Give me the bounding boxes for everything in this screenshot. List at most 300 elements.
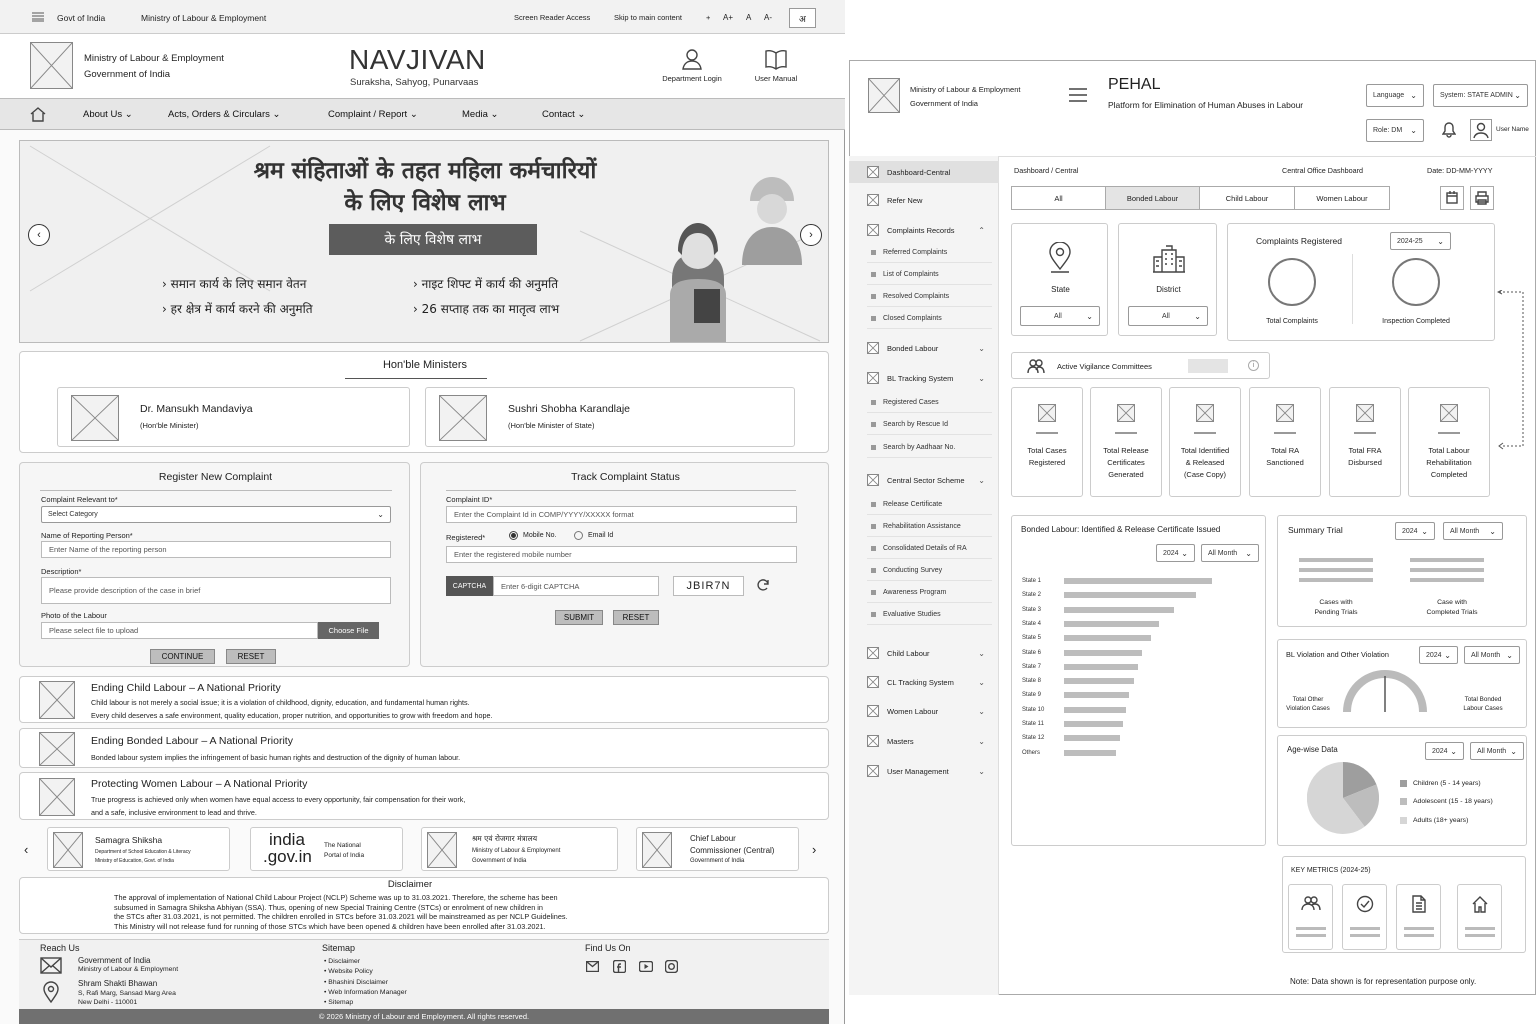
govt-link[interactable]: Govt of India: [57, 13, 106, 23]
kpi-total-cases: [1011, 387, 1083, 497]
emblem-icon: [31, 12, 45, 22]
sidebar-item-bl-tracking[interactable]: [849, 367, 999, 389]
bonded-month-select[interactable]: [1201, 544, 1259, 562]
description-textarea[interactable]: Please provide description of the case in brief: [41, 577, 391, 604]
email-radio[interactable]: [574, 531, 613, 540]
other-violation-label-1: Total Other: [1292, 696, 1324, 703]
partner-labour-ministry[interactable]: [421, 827, 618, 871]
ministers-section: [19, 351, 829, 453]
sidebar-label: Dashboard-Central: [887, 167, 951, 177]
bar-row: [1022, 590, 1196, 600]
skip-link[interactable]: Skip to main content: [614, 13, 682, 22]
site-tagline: Suraksha, Sahyog, Punarvaas: [350, 77, 479, 88]
child-labour-icon: [867, 647, 879, 659]
bar[interactable]: [1064, 735, 1120, 741]
sidebar-item-bonded-labour[interactable]: [849, 337, 999, 359]
kpi-value-placeholder: [1036, 432, 1058, 434]
tab-bonded-labour[interactable]: Bonded Labour: [1105, 186, 1200, 210]
tab-women-labour[interactable]: Women Labour: [1294, 186, 1390, 210]
sidebar: [849, 156, 999, 995]
sidebar-subitem-release-certificate[interactable]: [867, 494, 992, 515]
sidebar-sublabel: Search by Aadhaar No.: [883, 443, 956, 451]
category-label: Complaint Relevant to*: [41, 495, 118, 504]
user-management-icon: [867, 765, 879, 777]
kpi-icon: [1117, 404, 1135, 422]
ministers-heading: Hon'ble Ministers: [382, 359, 468, 371]
submit-button[interactable]: SUBMIT: [555, 610, 603, 625]
workers-illustration: [650, 165, 810, 343]
youtube-icon[interactable]: [639, 961, 653, 974]
ministry-link[interactable]: Ministry of Labour & Employment: [141, 13, 267, 23]
minister-1-photo: [71, 395, 119, 441]
divider: [1352, 254, 1353, 324]
description-label: Description*: [41, 567, 82, 576]
legend-label: Adults (18+ years): [1413, 817, 1469, 824]
violation-year-value: 2024: [1426, 651, 1442, 659]
instagram-icon[interactable]: [665, 960, 678, 975]
email-social-icon[interactable]: [586, 961, 599, 974]
disclaimer-line-1: The approval of implementation of National Child Labour Project (NCLP) Scheme was up to 31.03.2021. Therefore, the scheme has been: [114, 893, 558, 902]
book-icon: [764, 48, 788, 70]
banner-next-button[interactable]: ›: [800, 224, 822, 246]
nav-contact-label: Contact: [542, 109, 575, 120]
chevron-down-icon: ⌄: [1086, 311, 1093, 321]
sidebar-subitem-resolved-complaints[interactable]: [867, 286, 992, 307]
sidebar-item-child-labour[interactable]: [849, 642, 999, 664]
completed-bar: [1410, 568, 1484, 572]
disclaimer-line-4: This Ministry will not release fund for running of those STCs which have been opened & children have been enrolled after 31.03.2021.: [114, 921, 546, 931]
nav-contact[interactable]: Contact ⌄: [542, 109, 586, 120]
category-select[interactable]: [41, 506, 391, 523]
screen-reader-link[interactable]: Screen Reader Access: [514, 13, 591, 22]
bar[interactable]: [1064, 678, 1134, 684]
priority-3-title: Protecting Women Labour – A National Priority: [91, 778, 308, 790]
metric-document-card[interactable]: [1396, 884, 1441, 950]
chevron-down-icon: ⌄: [978, 648, 985, 658]
summary-trial-card: [1277, 515, 1527, 627]
role-select-value: Role: DM: [1373, 127, 1403, 134]
priority-2-line-1: Bonded labour system implies the infringement of basic human rights and destruction of the dignity of human labour.: [91, 753, 461, 762]
women-labour-icon: [867, 705, 879, 717]
mail-icon: [40, 957, 62, 976]
metric-placeholder-bar: [1296, 934, 1326, 937]
priority-card-1: [19, 676, 829, 723]
bar-label: State 7: [1022, 663, 1042, 670]
legend-swatch: [1400, 780, 1407, 787]
bar[interactable]: [1064, 635, 1151, 641]
captcha-code: JBIR7N: [673, 576, 744, 596]
chevron-down-icon: ⌄: [978, 677, 985, 687]
refer-new-icon: [867, 194, 879, 206]
kpi-label-line: Completed: [1430, 470, 1468, 479]
sidebar-subitem-awareness-program[interactable]: [867, 582, 992, 603]
age-wise-card: [1277, 735, 1527, 846]
choose-file-button[interactable]: Choose File: [318, 622, 379, 639]
captcha-input[interactable]: Enter 6-digit CAPTCHA: [493, 576, 659, 596]
font-increase-button[interactable]: A+: [723, 13, 734, 22]
sidebar-sublabel: List of Complaints: [883, 270, 939, 278]
dashboard-icon: [867, 166, 879, 178]
vigilance-value-placeholder: [1188, 359, 1228, 373]
state-label: State: [1051, 285, 1070, 294]
summary-month-select[interactable]: [1443, 522, 1503, 540]
department-login-button[interactable]: [660, 48, 724, 83]
bar-chart: [1022, 576, 1262, 766]
user-icon: [681, 48, 703, 70]
kpi-icon: [1356, 404, 1374, 422]
bar-label: State 1: [1022, 578, 1042, 584]
divider: [40, 490, 392, 491]
government-name: Government of India: [84, 69, 171, 80]
sidebar-label: Bonded Labour: [887, 343, 939, 353]
sidebar-item-refer-new[interactable]: [849, 189, 999, 211]
footer-link[interactable]: • Website Policy: [324, 968, 373, 976]
district-filter-card: [1118, 223, 1217, 336]
partners-prev-button[interactable]: ‹: [24, 842, 29, 857]
age-year-select[interactable]: [1425, 742, 1464, 760]
sidebar-item-masters[interactable]: [849, 730, 999, 752]
home-icon[interactable]: [29, 106, 47, 124]
completed-bar: [1410, 558, 1484, 562]
india-gov-logo-line1: india: [269, 830, 305, 849]
ministry-logo: [30, 42, 73, 89]
banner-point-1-text: समान कार्य के लिए समान वेतन: [170, 277, 307, 291]
priority-card-2: [19, 728, 829, 768]
violation-month-select[interactable]: [1464, 646, 1520, 664]
kpi-value-placeholder: [1354, 432, 1376, 434]
sidebar-sublabel: Referred Complaints: [883, 248, 948, 256]
user-avatar[interactable]: [1470, 119, 1492, 141]
pehal-government-name: Government of India: [910, 99, 978, 108]
sidebar-label: Central Sector Scheme: [887, 475, 965, 485]
refresh-icon[interactable]: [756, 578, 770, 594]
district-select-value: All: [1162, 312, 1170, 320]
age-pie-chart: [1307, 762, 1379, 834]
disclaimer-line-2: subsumed in Samagra Shiksha Abhiyan (SSA). Thus, opening of new Special Training Centre (STCs) or enrolment of new children in: [114, 902, 543, 912]
language-toggle-button[interactable]: अ: [789, 8, 816, 28]
district-select[interactable]: [1128, 306, 1208, 326]
banner-title-line1: श्रम संहिताओं के तहत महिला कर्मचारियों: [253, 158, 597, 184]
complaints-year-select[interactable]: [1390, 232, 1451, 250]
language-select[interactable]: [1366, 84, 1424, 107]
partners-next-button[interactable]: ›: [812, 842, 817, 857]
chevron-down-icon: ⌄: [1421, 526, 1428, 536]
age-month-value: All Month: [1477, 747, 1507, 755]
age-wise-title: Age-wise Data: [1287, 745, 1338, 754]
partner-samagra[interactable]: [47, 827, 230, 871]
minister-card-1[interactable]: [57, 387, 410, 447]
legend-children: [1400, 780, 1481, 787]
sidebar-sublabel: Evaluative Studies: [883, 610, 941, 618]
sidebar-subitem-rehabilitation[interactable]: [867, 516, 992, 537]
sidebar-subitem-consolidated-ra[interactable]: [867, 538, 992, 559]
bonded-labour-chart-card: [1011, 515, 1266, 846]
chevron-down-icon: ⌄: [978, 475, 985, 485]
pending-label-1: Cases with: [1319, 599, 1353, 606]
site-title: NAVJIVAN: [349, 44, 486, 75]
footer-link[interactable]: • Sitemap: [324, 999, 354, 1007]
bar-label: State 6: [1022, 649, 1042, 656]
bar-label: Others: [1022, 749, 1041, 756]
kpi-rehabilitation-completed: [1408, 387, 1490, 497]
kpi-label-line: Total Identified: [1180, 446, 1230, 455]
bar[interactable]: [1064, 664, 1138, 670]
banner-prev-button[interactable]: ‹: [28, 224, 50, 246]
department-login-label: Department Login: [662, 74, 722, 83]
priority-3-line-1: True progress is achieved only when women have equal access to every opportunity, fair compensation for their work,: [91, 795, 466, 804]
user-manual-label: User Manual: [754, 74, 798, 83]
sidebar-subitem-referred-complaints[interactable]: [867, 242, 992, 263]
sidebar-item-complaints-records[interactable]: [849, 219, 999, 241]
separator-icon: +: [706, 13, 711, 22]
register-reset-button[interactable]: RESET: [226, 649, 276, 664]
user-icon: [1471, 120, 1491, 140]
priority-1-title: Ending Child Labour – A National Priority: [91, 682, 281, 694]
metric-people-card[interactable]: [1288, 884, 1333, 950]
priority-1-line-2: Every child deserves a safe environment, quality education, proper nutrition, and opportunities to grow with freedom and hope.: [91, 711, 493, 720]
clc-logo: [642, 832, 672, 868]
representation-note: Note: Data shown is for representation purpose only.: [1290, 977, 1477, 986]
metric-home-card[interactable]: [1457, 884, 1502, 950]
bar-row: [1022, 690, 1129, 700]
sidebar-sublabel: Resolved Complaints: [883, 292, 950, 300]
hamburger-menu-icon[interactable]: [1069, 88, 1087, 102]
inspection-ring: [1392, 258, 1440, 306]
metric-placeholder-bar: [1404, 927, 1434, 930]
bar-row: [1022, 576, 1212, 586]
print-button[interactable]: [1470, 186, 1494, 210]
sidebar-subitem-conducting-survey[interactable]: [867, 560, 992, 581]
banner-point-2: › हर क्षेत्र में कार्य करने की अनुमति: [162, 302, 313, 316]
footer-link-label: Bhashini Disclaimer: [328, 978, 388, 986]
register-heading: Register New Complaint: [158, 471, 273, 483]
footer-link[interactable]: • Bhashini Disclaimer: [324, 978, 388, 986]
total-complaints-label: Total Complaints: [1266, 318, 1318, 325]
legend-label: Children (5 - 14 years): [1413, 780, 1481, 787]
key-metrics-card: [1282, 856, 1526, 953]
complaints-registered-card: [1227, 223, 1495, 341]
labour-ministry-logo: [427, 832, 457, 868]
font-normal-button[interactable]: A: [746, 13, 752, 22]
flow-arrow-icon: [1497, 290, 1527, 450]
info-icon[interactable]: i: [1248, 360, 1259, 371]
bonded-labour-icon: [867, 342, 879, 354]
chevron-down-icon: ⌄: [1245, 548, 1252, 558]
track-complaint-form: [420, 462, 829, 667]
address-1-line-1: Government of India: [78, 956, 151, 965]
calendar-button[interactable]: [1440, 186, 1464, 210]
nav-complaint[interactable]: Complaint / Report ⌄: [328, 109, 418, 120]
user-manual-button[interactable]: [750, 48, 802, 83]
kpi-identified-released: [1169, 387, 1241, 497]
bar[interactable]: [1064, 721, 1123, 727]
footer-link[interactable]: • Disclaimer: [324, 958, 361, 965]
samagra-sub1: Department of School Education & Literacy: [95, 849, 191, 855]
legend-adults: [1400, 817, 1468, 824]
bar[interactable]: [1064, 750, 1116, 756]
age-month-select[interactable]: [1470, 742, 1524, 760]
violation-month-value: All Month: [1471, 651, 1501, 659]
mobile-radio[interactable]: [509, 531, 556, 540]
role-select[interactable]: [1366, 119, 1424, 142]
clc-title: Chief Labour: [690, 834, 736, 843]
bar[interactable]: [1064, 692, 1129, 698]
sidebar-subitem-closed-complaints[interactable]: [867, 308, 992, 329]
ministry-name: Ministry of Labour & Employment: [84, 53, 224, 64]
nav-complaint-label: Complaint / Report: [328, 109, 408, 120]
chevron-down-icon: ⌄: [1444, 650, 1451, 660]
chevron-up-icon: ⌃: [978, 225, 985, 235]
sidebar-item-user-management[interactable]: [849, 760, 999, 782]
metric-placeholder-bar: [1296, 927, 1326, 930]
pending-bar: [1299, 568, 1373, 572]
sidebar-item-cl-tracking[interactable]: [849, 671, 999, 693]
legend-adolescent: [1400, 798, 1493, 805]
sidebar-subitem-search-aadhaar[interactable]: [867, 437, 992, 458]
complaint-id-input[interactable]: Enter the Complaint Id in COMP/YYYY/XXXXX format: [446, 506, 797, 523]
chevron-down-icon: ⌄: [1194, 311, 1201, 321]
kpi-release-certificates: [1090, 387, 1162, 497]
chevron-down-icon: ⌄: [1181, 548, 1188, 558]
facebook-icon[interactable]: [613, 960, 626, 975]
bonded-year-select[interactable]: [1156, 544, 1195, 562]
kpi-label-line: Rehabilitation: [1426, 458, 1472, 467]
bar[interactable]: [1064, 607, 1174, 613]
registered-label: Registered*: [446, 533, 486, 542]
clc-title2: Commissioner (Central): [690, 846, 775, 855]
bonded-violation-label-1: Total Bonded: [1464, 696, 1502, 703]
violation-card: [1277, 639, 1527, 728]
sidebar-label: Complaints Records: [887, 225, 955, 235]
nav-media[interactable]: Media ⌄: [462, 109, 499, 120]
sidebar-sublabel: Rehabilitation Assistance: [883, 522, 961, 530]
bar-label: State 5: [1022, 635, 1042, 642]
priority-3-image: [39, 778, 75, 816]
sidebar-item-dashboard[interactable]: [849, 161, 999, 183]
photo-file-input[interactable]: Please select file to upload: [41, 622, 318, 639]
user-name: User Name: [1496, 126, 1529, 133]
bar-label: State 8: [1022, 678, 1042, 685]
chevron-down-icon: ⌄: [1410, 91, 1417, 100]
priority-1-line-1: Child labour is not merely a social issue; it is a violation of childhood, dignity, education, and fundamental human rights.: [91, 698, 470, 707]
nav-acts-label: Acts, Orders & Circulars: [168, 109, 270, 120]
mobile-input[interactable]: Enter the registered mobile number: [446, 546, 797, 563]
bar[interactable]: [1064, 707, 1126, 713]
sidebar-subitem-evaluative-studies[interactable]: [867, 604, 992, 625]
home-icon: [1471, 895, 1489, 913]
legend-label: Adolescent (15 - 18 years): [1413, 798, 1493, 805]
sidebar-item-women-labour[interactable]: [849, 700, 999, 722]
reporter-name-label: Name of Reporting Person*: [41, 531, 133, 540]
samagra-title: Samagra Shiksha: [95, 835, 163, 845]
completed-label-2: Completed Trials: [1426, 609, 1478, 616]
banner-point-3: › नाइट शिफ्ट में कार्य की अनुमति: [413, 277, 559, 291]
kpi-label-line: Sanctioned: [1266, 458, 1304, 467]
sidebar-sublabel: Conducting Survey: [883, 566, 943, 574]
bar-row: [1022, 733, 1120, 743]
language-select-value: Language: [1373, 92, 1405, 99]
font-decrease-button[interactable]: A-: [764, 13, 772, 22]
metric-check-card[interactable]: [1342, 884, 1387, 950]
chevron-down-icon: ⌄: [377, 510, 384, 519]
kpi-label-line: Generated: [1108, 470, 1144, 479]
footer-link[interactable]: • Web Information Manager: [324, 988, 407, 996]
chevron-down-icon: ⌄: [978, 736, 985, 746]
bar-row: [1022, 648, 1142, 658]
document-icon: [1411, 895, 1427, 913]
priority-2-image: [39, 732, 75, 766]
banner-title-line2: के लिए विशेष लाभ: [344, 190, 506, 216]
group-icon: [1027, 358, 1045, 376]
pending-bar: [1299, 578, 1373, 582]
pehal-ministry-logo: [868, 78, 900, 113]
sidebar-subitem-registered-cases[interactable]: [867, 392, 992, 413]
people-icon: [1301, 895, 1321, 911]
tab-child-labour[interactable]: Child Labour: [1199, 186, 1295, 210]
nav-about-us[interactable]: About Us ⌄: [83, 109, 133, 120]
india-gov-sub2: Portal of India: [324, 852, 365, 859]
bonded-chart-title: Bonded Labour: Identified & Release Certificate Issued: [1021, 525, 1221, 534]
violation-year-select[interactable]: [1419, 646, 1458, 664]
bar[interactable]: [1064, 650, 1142, 656]
violation-gauge: [1343, 668, 1427, 716]
bar[interactable]: [1064, 621, 1159, 627]
track-reset-button[interactable]: RESET: [613, 610, 659, 625]
labour-ministry-sub1: Ministry of Labour & Employment: [472, 848, 561, 854]
tab-all[interactable]: All: [1011, 186, 1106, 210]
sitemap-links: [324, 957, 407, 1008]
banner-point-4: › 26 सप्ताह तक का मातृत्व लाभ: [413, 302, 560, 316]
banner-cta-button[interactable]: के लिए विशेष लाभ: [329, 224, 537, 255]
complaints-registered-heading: Complaints Registered: [1256, 236, 1342, 246]
bar[interactable]: [1064, 578, 1212, 584]
legend-swatch: [1400, 817, 1407, 824]
sidebar-subitem-list-complaints[interactable]: [867, 264, 992, 285]
bar[interactable]: [1064, 592, 1196, 598]
sidebar-subitem-search-rescue-id[interactable]: [867, 414, 992, 435]
partner-clc[interactable]: [636, 827, 799, 871]
bonded-year-value: 2024: [1163, 549, 1179, 557]
india-gov-logo-line2: .gov.in: [263, 847, 312, 866]
main-navigation: [0, 98, 845, 130]
continue-button[interactable]: CONTINUE: [150, 649, 215, 664]
summary-year-select[interactable]: [1395, 522, 1435, 540]
kpi-label-line: & Released: [1185, 458, 1225, 467]
check-circle-icon: [1356, 895, 1374, 913]
minister-card-2[interactable]: [425, 387, 795, 447]
footer-link-label: Disclaimer: [328, 958, 361, 965]
labour-ministry-sub2: Government of India: [472, 858, 527, 864]
kpi-label-line: Certificates: [1107, 458, 1145, 467]
bonded-violation-label-2: Labour Cases: [1463, 705, 1503, 712]
reporter-name-input[interactable]: Enter Name of the reporting person: [41, 541, 391, 558]
sidebar-item-central-sector-scheme[interactable]: [849, 469, 999, 491]
disclaimer-section: [19, 877, 829, 934]
system-select-value: System: STATE ADMIN: [1440, 92, 1513, 99]
print-icon: [1471, 187, 1493, 209]
system-select[interactable]: [1433, 84, 1528, 107]
bell-icon[interactable]: [1442, 122, 1456, 140]
chevron-down-icon: ⌄: [978, 373, 985, 383]
samagra-logo: [53, 832, 83, 868]
minister-2-photo: [439, 395, 487, 441]
chevron-down-icon: ⌄: [978, 706, 985, 716]
state-select[interactable]: [1020, 306, 1100, 326]
nav-acts[interactable]: Acts, Orders & Circulars ⌄: [168, 109, 281, 120]
email-radio-label: Email Id: [588, 532, 614, 539]
partner-india-gov[interactable]: [250, 827, 403, 871]
minister-2-name: Sushri Shobha Karandlaje: [508, 403, 631, 415]
